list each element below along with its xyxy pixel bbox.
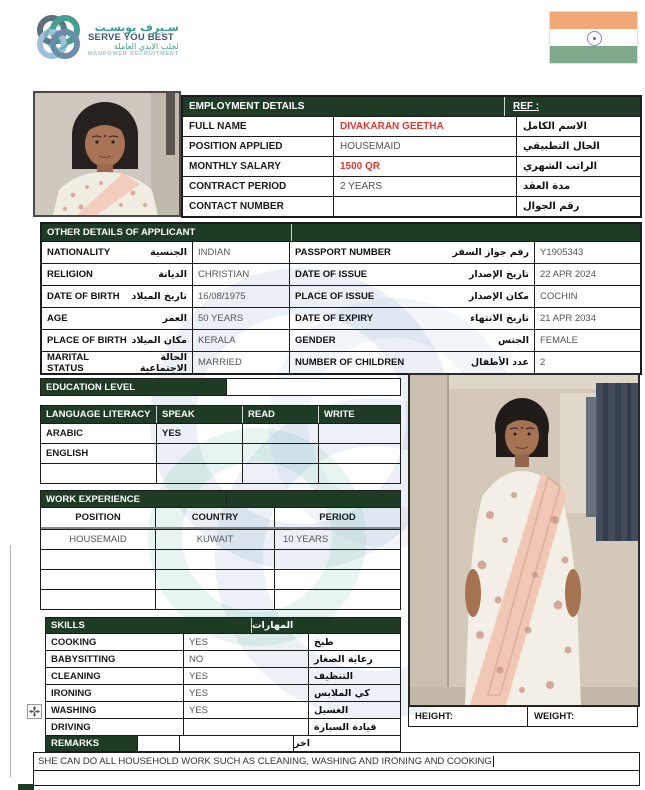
field-value: 50 YEARS [193, 308, 290, 329]
position-value [41, 590, 156, 609]
field-label: DATE OF EXPIRY [295, 313, 374, 324]
skill-value: YES [184, 668, 309, 684]
remarks-text[interactable]: SHE CAN DO ALL HOUSEHOLD WORK SUCH AS CLEANING, WASHING AND IRONING AND COOKING [34, 753, 639, 770]
field-label: DATE OF BIRTH [47, 291, 120, 302]
text-cursor [493, 756, 495, 767]
skill-label: DRIVING [46, 719, 184, 735]
table-row [42, 285, 640, 307]
skills-header-row [46, 618, 400, 633]
table-row [183, 176, 640, 196]
write-value [319, 444, 400, 463]
field-label: GENDER [295, 335, 336, 346]
work-experience-bar [40, 490, 401, 508]
education-level-bar [40, 378, 401, 396]
table-row [42, 329, 640, 351]
field-label-arabic: الاسم الكامل [523, 121, 587, 132]
field-value: 22 APR 2024 [540, 269, 596, 280]
column-header: PERIOD [319, 512, 356, 523]
field-value: DIVAKARAN GEETHA [334, 117, 517, 136]
flag-saffron-band [550, 12, 637, 29]
field-label: PLACE OF ISSUE [295, 291, 375, 302]
skill-label: IRONING [46, 685, 184, 701]
field-label-arabic: الحال التطبيقي [523, 141, 600, 152]
country-value [156, 590, 275, 609]
country-value [156, 570, 275, 589]
field-label: NATIONALITY [47, 247, 111, 258]
field-label: PLACE OF BIRTH [47, 335, 127, 346]
table-row [42, 263, 640, 285]
india-flag-icon [550, 12, 637, 63]
language-literacy-table [40, 405, 401, 484]
contact-number-value-cell[interactable] [334, 197, 517, 216]
skill-label-arabic: كي الملابس [314, 687, 370, 699]
agency-name: SERVE YOU BEST [88, 32, 174, 44]
field-label-arabic: رقم جواز السفر [452, 247, 529, 258]
field-label-arabic: الراتب الشهري [523, 161, 597, 172]
field-value: MARRIED [193, 352, 290, 373]
field-label-arabic: عدد الأطفال [470, 357, 529, 368]
field-label: AGE [47, 313, 68, 324]
work-experience-table [40, 507, 401, 610]
skill-value: YES [184, 685, 309, 701]
field-value: KERALA [193, 330, 290, 351]
period-value: 10 YEARS [283, 534, 329, 545]
skill-value: YES [184, 634, 309, 650]
skill-value [184, 719, 309, 735]
field-label-arabic: الحالة الاجتماعية [139, 351, 187, 374]
skill-label: COOKING [46, 634, 184, 650]
applicant-fullbody-photo [408, 373, 640, 707]
field-value: CHRISTIAN [193, 264, 290, 285]
employment-details-table [181, 95, 642, 218]
field-value: 2 [540, 357, 546, 368]
column-header: COUNTRY [156, 508, 275, 527]
education-level-value-cell[interactable] [227, 379, 400, 395]
table-row [183, 136, 640, 156]
field-label: MARITAL STATUS [47, 351, 89, 374]
skill-label-arabic: رعاية الصغار [314, 653, 373, 665]
position-value [41, 550, 156, 569]
table-row [46, 633, 400, 650]
height-weight-row [408, 706, 638, 727]
section-title: SKILLS [46, 618, 252, 633]
country-value: KUWAIT [156, 530, 275, 549]
skill-label-arabic: التنظيف [314, 670, 354, 682]
section-title-arabic: المهارات [252, 620, 294, 631]
field-label: PASSPORT NUMBER [295, 247, 391, 258]
table-row [42, 351, 640, 373]
ashoka-chakra-icon [587, 31, 602, 46]
flag-white-band [550, 29, 637, 46]
skill-label: WASHING [46, 702, 184, 718]
table-row [41, 589, 400, 609]
agency-name-arabic: سـيرف يوبسـت [94, 20, 179, 34]
table-row [46, 650, 400, 667]
language-name: ENGLISH [41, 444, 157, 463]
field-label: CONTRACT PERIOD [183, 177, 334, 196]
field-label-arabic: تاريخ الإصدار [468, 269, 529, 280]
field-label-arabic: مدة العقد [523, 181, 571, 192]
table-move-handle-icon[interactable] [27, 704, 42, 719]
ref-label: REF : [513, 101, 540, 112]
field-label-arabic: مكان الإصدار [468, 291, 529, 302]
interlocking-rings-icon [34, 10, 82, 69]
table-row [42, 307, 640, 329]
period-value [275, 550, 400, 569]
agency-logo-text [88, 22, 179, 58]
field-label-arabic: تاريخ الميلاد [131, 291, 187, 302]
other-details-header-row [42, 224, 640, 241]
column-header: POSITION [41, 508, 156, 527]
field-label: POSITION APPLIED [183, 137, 334, 156]
field-label-arabic: الجنسية [150, 247, 187, 258]
frame-edge-line [10, 545, 11, 777]
table-row [46, 701, 400, 718]
table-row [41, 443, 400, 463]
skill-label-arabic: طبخ [314, 636, 334, 648]
read-value [243, 424, 319, 443]
field-label: CONTACT NUMBER [183, 197, 334, 216]
country-value [156, 550, 275, 569]
skills-table [45, 617, 401, 752]
table-row [41, 569, 400, 589]
period-value [275, 570, 400, 589]
field-label: FULL NAME [183, 117, 334, 136]
section-title: OTHER DETAILS OF APPLICANT [42, 224, 292, 241]
table-row [46, 718, 400, 735]
table-row [183, 156, 640, 176]
field-value: COCHIN [540, 291, 578, 302]
table-row [41, 463, 400, 483]
agency-logo [34, 10, 179, 69]
section-title: REMARKS [46, 736, 138, 751]
other-details-table [40, 222, 642, 375]
field-label: MONTHLY SALARY [183, 157, 334, 176]
skill-label: BABYSITTING [46, 651, 184, 667]
field-value: INDIAN [193, 242, 290, 263]
header-spacer [227, 491, 400, 507]
empty-cell [180, 736, 294, 751]
position-value [41, 570, 156, 589]
field-value: 21 APR 2034 [540, 313, 596, 324]
remarks-header-row [46, 735, 400, 751]
field-label-arabic: الديانة [158, 269, 187, 280]
height-label: HEIGHT: [409, 707, 528, 726]
field-label-arabic: مكان الميلاد [131, 335, 187, 346]
skill-value: NO [184, 651, 309, 667]
table-row [183, 116, 640, 136]
applicant-portrait-photo [33, 91, 181, 217]
position-value: HOUSEMAID [41, 530, 156, 549]
field-label-arabic: الجنس [498, 335, 529, 346]
skill-label: CLEANING [46, 668, 184, 684]
section-title: WORK EXPERIENCE [41, 491, 227, 507]
flag-green-band [550, 46, 637, 63]
next-section-header-stub [18, 784, 34, 790]
language-name [41, 464, 157, 483]
table-row [41, 549, 400, 569]
field-label: NUMBER OF CHILDREN [295, 357, 405, 368]
column-header: LANGUAGE LITERACY [41, 406, 157, 423]
column-header: READ [243, 406, 319, 423]
speak-value: YES [157, 424, 243, 443]
agency-tagline: MANPOWER RECRUITMENT [88, 50, 179, 57]
work-header-row [41, 508, 400, 529]
table-row [46, 684, 400, 701]
speak-value [157, 464, 243, 483]
field-label-arabic: العمر [162, 313, 187, 324]
section-title: EMPLOYMENT DETAILS [183, 97, 505, 116]
field-label: DATE OF ISSUE [295, 269, 368, 280]
read-value [243, 464, 319, 483]
read-value [243, 444, 319, 463]
field-value: Y1905343 [540, 247, 584, 258]
skill-label-arabic: الغسيل [314, 704, 349, 716]
field-label-arabic: تاريخ الانتهاء [470, 313, 529, 324]
skill-label-arabic: قيادة السيارة [314, 721, 377, 733]
table-row [183, 196, 640, 216]
table-row [41, 423, 400, 443]
field-value: 2 YEARS [334, 177, 517, 196]
write-value [319, 464, 400, 483]
field-value: HOUSEMAID [334, 137, 517, 156]
field-label: RELIGION [47, 269, 93, 280]
speak-value [157, 444, 243, 463]
field-value: FEMALE [540, 335, 579, 346]
column-header: SPEAK [157, 406, 243, 423]
skill-value: YES [184, 702, 309, 718]
remarks-box [33, 752, 640, 786]
table-row [41, 529, 400, 549]
field-value: 16/08/1975 [193, 286, 290, 307]
table-row [42, 241, 640, 263]
field-value: 1500 QR [334, 157, 517, 176]
write-value [319, 424, 400, 443]
table-row [46, 667, 400, 684]
remarks-empty-row[interactable] [34, 770, 639, 785]
weight-label: WEIGHT: [534, 711, 575, 722]
period-value [275, 590, 400, 609]
employment-header-row [183, 97, 640, 116]
empty-cell [138, 736, 180, 751]
agency-tagline-arabic: لجلب الايدي العاملة [114, 42, 179, 52]
language-header-row [41, 406, 400, 423]
section-title: EDUCATION LEVEL [41, 379, 227, 395]
column-header: WRITE [324, 409, 355, 420]
field-label-arabic: رقم الجوال [523, 201, 580, 212]
remarks-label-arabic: اخر [294, 738, 311, 749]
language-name: ARABIC [41, 424, 157, 443]
